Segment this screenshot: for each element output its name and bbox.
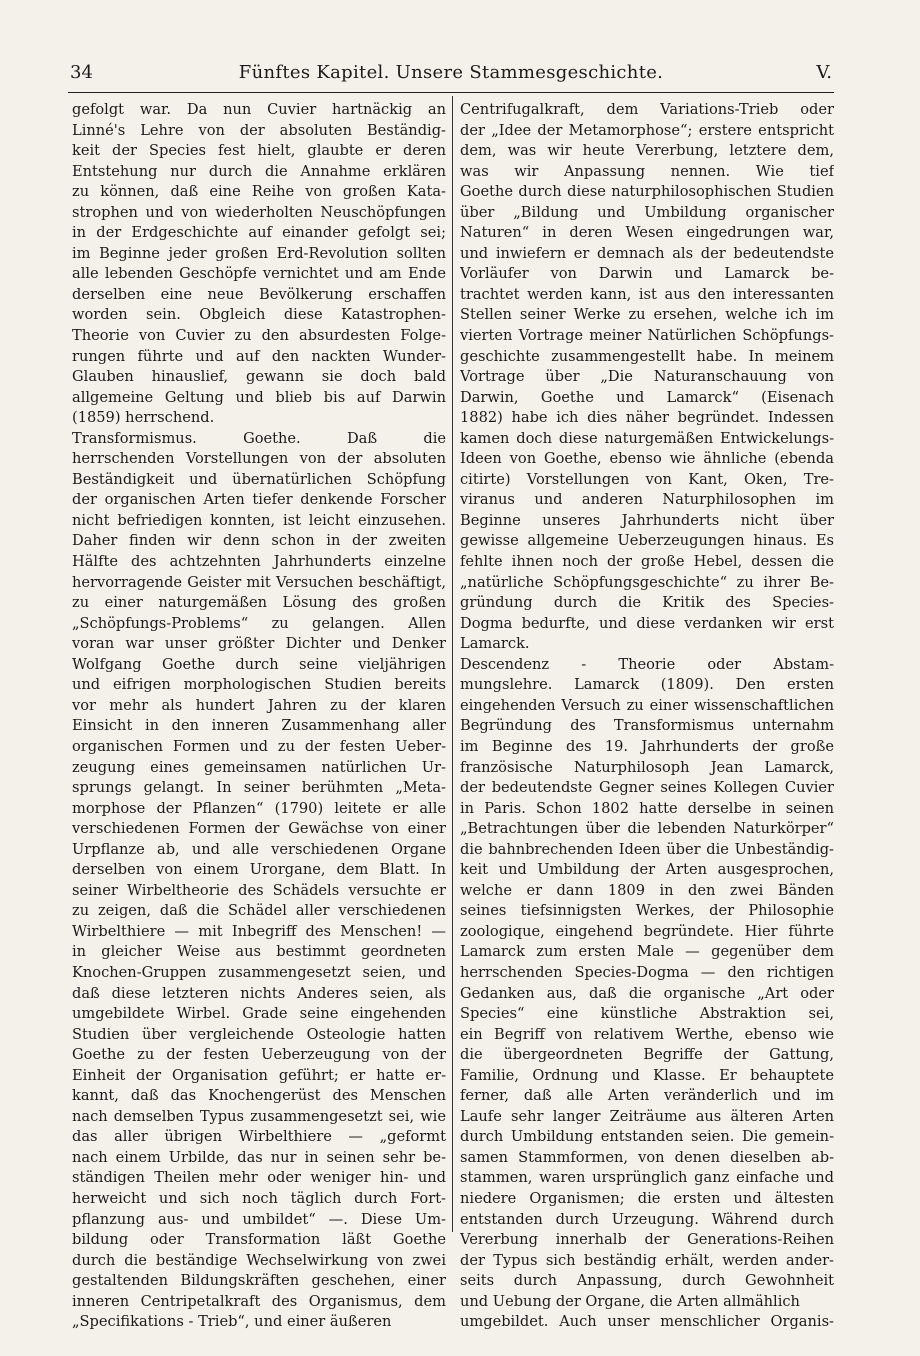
text-line: in der Erdgeschichte auf einander gefolgt sei;	[72, 224, 446, 242]
text-line: Species“ eine künstliche Abstraktion sei,	[460, 1005, 834, 1023]
header-rule	[68, 92, 834, 93]
text-line: der organischen Arten tiefer denkende Forscher	[72, 491, 446, 509]
text-line: das aller übrigen Wirbelthiere — „geformt	[72, 1128, 446, 1146]
text-line: Urpflanze ab, und alle verschiedenen Organe	[72, 840, 446, 858]
text-line: Transformismus. Goethe. Daß die	[72, 429, 446, 447]
text-line: Stellen seiner Werke zu ersehen, welche ich im	[460, 306, 834, 324]
text-line: gründung durch die Kritik des Species-	[460, 594, 834, 612]
text-line: ein Begriff von relativem Werthe, ebenso wie	[460, 1025, 834, 1043]
text-line: Dogma bedurfte, und diese verdanken wir erst	[460, 614, 834, 632]
text-line: in Paris. Schon 1802 hatte derselbe in seinen	[460, 799, 834, 817]
running-title: Fünftes Kapitel. Unsere Stammesgeschichte.	[238, 62, 664, 83]
text-line: im Beginne jeder großen Erd-Revolution sollten	[72, 244, 446, 262]
text-line: geschichte zusammengestellt habe. In meinem	[460, 347, 834, 365]
text-line: Vorläufer von Darwin und Lamarck be-	[460, 265, 834, 283]
text-line: kamen doch diese naturgemäßen Entwickelungs-	[460, 429, 834, 447]
text-line: vor mehr als hundert Jahren zu der klaren	[72, 696, 446, 714]
running-header	[70, 62, 832, 88]
column-divider	[452, 96, 453, 1232]
text-line: Centrifugalkraft, dem Variations-Trieb oder	[460, 101, 834, 118]
text-line: fehlte ihnen noch der große Hebel, dessen die	[460, 553, 834, 571]
text-line: zu einer naturgemäßen Lösung des großen	[72, 594, 446, 612]
text-line: Einsicht in den inneren Zusammenhang aller	[72, 717, 446, 735]
text-line: französische Naturphilosoph Jean Lamarck,	[460, 758, 834, 776]
text-line: niedere Organismen; die ersten und ältesten	[460, 1189, 834, 1207]
text-line: herrschenden Vorstellungen von der absoluten	[72, 450, 446, 468]
text-line: Beständigkeit und übernatürlichen Schöpfung	[72, 470, 446, 488]
text-line: umgebildete Wirbel. Grade seine eingehenden	[72, 1005, 446, 1023]
text-line: zoologique, eingehend begründete. Hier führte	[460, 922, 834, 940]
text-line: derselben eine neue Bevölkerung erschaffen	[72, 285, 446, 303]
text-line: Begründung des Transformismus unternahm	[460, 717, 834, 735]
text-line: Beginne unseres Jahrhunderts nicht über	[460, 511, 834, 529]
text-line: Vortrage über „Die Naturanschauung von	[460, 368, 834, 386]
text-line: und eifrigen morphologischen Studien bereits	[72, 676, 446, 694]
text-line: herrschenden Species-Dogma — den richtigen	[460, 963, 834, 981]
text-line: Entstehung nur durch die Annahme erklären	[72, 162, 446, 180]
text-line: viranus und anderen Naturphilosophen im	[460, 491, 834, 509]
text-line: Daher finden wir denn schon in der zweiten	[72, 532, 446, 550]
text-line: Goethe zu der festen Ueberzeugung von der	[72, 1046, 446, 1064]
text-line: verschiedenen Formen der Gewächse von einer	[72, 820, 446, 838]
text-line: hervorragende Geister mit Versuchen beschäftigt,	[72, 573, 446, 591]
text-line: nach einem Urbilde, das nur in seinen sehr be-	[72, 1148, 446, 1166]
text-line: nach demselben Typus zusammengesetzt sei, wie	[72, 1107, 446, 1125]
text-line: Studien über vergleichende Osteologie hatten	[72, 1025, 446, 1043]
text-line: allgemeine Geltung und blieb bis auf Darwin	[72, 388, 446, 406]
text-line: Vererbung innerhalb der Generations-Reihen	[460, 1231, 834, 1249]
text-line: Knochen-Gruppen zusammengesetzt seien, und	[72, 963, 446, 981]
text-line: durch die beständige Wechselwirkung von zwei	[72, 1251, 446, 1269]
text-line: Lamarck zum ersten Male — gegenüber dem	[460, 943, 834, 961]
text-line: Ideen von Goethe, ebenso wie ähnliche (ebenda	[460, 450, 834, 468]
section-number: V.	[816, 62, 832, 83]
text-line: zeugung eines gemeinsamen natürlichen Ur-	[72, 758, 446, 776]
text-line: der „Idee der Metamorphose“; erstere entspricht	[460, 121, 834, 139]
text-line: „Specifikations - Trieb“, und einer äußeren	[72, 1313, 392, 1331]
text-line: „Schöpfungs-Problems“ zu gelangen. Allen	[72, 614, 446, 632]
text-line: Wolfgang Goethe durch seine vieljährigen	[72, 655, 446, 673]
text-line: 1882) habe ich dies näher begründet. Indessen	[460, 409, 834, 427]
text-line: Gedanken aus, daß die organische „Art oder	[460, 984, 834, 1002]
text-line: gefolgt war. Da nun Cuvier hartnäckig an	[72, 101, 446, 118]
left-column	[72, 100, 446, 1333]
text-line: Familie, Ordnung und Klasse. Er behauptete	[460, 1066, 834, 1084]
text-line: Glauben hinauslief, gewann sie doch bald	[72, 368, 446, 386]
text-line: der Typus sich beständig erhält, werden ander-	[460, 1251, 834, 1269]
text-line: strophen und von wiederholten Neuschöpfungen	[72, 203, 446, 221]
text-line: sprungs gelangt. In seiner berühmten „Meta-	[72, 779, 446, 797]
text-line: ferner, daß alle Arten veränderlich und im	[460, 1087, 834, 1105]
text-line: seines tiefsinnigsten Werkes, der Philosophie	[460, 902, 834, 920]
text-line: organischen Formen und zu der festen Ueber-	[72, 737, 446, 755]
text-line: seits durch Anpassung, durch Gewohnheit	[460, 1272, 834, 1290]
text-line: und inwiefern er demnach als der bedeutendste	[460, 244, 834, 262]
text-line: Linné's Lehre von der absoluten Beständig-	[72, 121, 446, 139]
text-line: alle lebenden Geschöpfe vernichtet und am Ende	[72, 265, 446, 283]
text-line: vierten Vortrage meiner Natürlichen Schöpfungs-	[460, 327, 834, 345]
text-line: Einheit der Organisation geführt; er hatte er-	[72, 1066, 446, 1084]
text-line: dem, was wir heute Vererbung, letztere dem,	[460, 142, 834, 160]
text-line: worden sein. Obgleich diese Katastrophen-	[72, 306, 446, 324]
text-line: was wir Anpassung nennen. Wie tief	[460, 162, 834, 180]
text-line: Darwin, Goethe und Lamarck“ (Eisenach	[460, 388, 834, 406]
text-line: und Uebung der Organe, die Arten allmählich	[460, 1292, 800, 1310]
text-line: herweicht und sich noch täglich durch Fort-	[72, 1189, 446, 1207]
text-line: trachtet werden kann, ist aus den interessanten	[460, 285, 834, 303]
text-line: citirte) Vorstellungen von Kant, Oken, Tre-	[460, 470, 834, 488]
text-line: Goethe durch diese naturphilosophischen Studien	[460, 183, 834, 201]
text-line: „natürliche Schöpfungsgeschichte“ zu ihrer Be-	[460, 573, 834, 591]
text-line: Lamarck.	[460, 635, 530, 653]
text-line: Descendenz - Theorie oder Abstam-	[460, 655, 834, 673]
right-column	[460, 100, 834, 1333]
text-line: samen Stammformen, von denen dieselben ab-	[460, 1148, 834, 1166]
text-line: voran war unser größter Dichter und Denker	[72, 635, 446, 653]
text-line: gestaltenden Bildungskräften geschehen, einer	[72, 1272, 446, 1290]
text-line: „Betrachtungen über die lebenden Naturkörper“	[460, 820, 834, 838]
text-line: daß diese letzteren nichts Anderes seien, als	[72, 984, 446, 1002]
text-line: Wirbelthiere — mit Inbegriff des Menschen! —	[72, 922, 446, 940]
text-line: umgebildet. Auch unser menschlicher Organis-	[460, 1313, 834, 1331]
text-line: keit und Umbildung der Arten ausgesprochen,	[460, 861, 834, 879]
text-line: eingehenden Versuch zu einer wissenschaftlichen	[460, 696, 834, 714]
text-line: der bedeutendste Gegner seines Kollegen Cuvier	[460, 779, 834, 797]
text-line: seiner Wirbeltheorie des Schädels versuchte er	[72, 881, 446, 899]
text-line: die übergeordneten Begriffe der Gattung,	[460, 1046, 834, 1064]
text-line: kannt, daß das Knochengerüst des Menschen	[72, 1087, 446, 1105]
text-line: ständigen Theilen mehr oder weniger hin- und	[72, 1169, 446, 1187]
text-line: durch Umbildung entstanden seien. Die gemein-	[460, 1128, 834, 1146]
text-line: Hälfte des achtzehnten Jahrhunderts einzelne	[72, 553, 446, 571]
text-line: derselben von einem Urorgane, dem Blatt. In	[72, 861, 446, 879]
text-line: stammen, waren ursprünglich ganz einfache und	[460, 1169, 834, 1187]
text-line: Naturen“ in deren Wesen eingedrungen war,	[460, 224, 834, 242]
text-line: zu können, daß eine Reihe von großen Kata-	[72, 183, 446, 201]
text-line: pflanzung aus- und umbildet“ —. Diese Um-	[72, 1210, 446, 1228]
text-line: inneren Centripetalkraft des Organismus, dem	[72, 1292, 446, 1310]
text-line: bildung oder Transformation läßt Goethe	[72, 1231, 446, 1249]
text-line: zu zeigen, daß die Schädel aller verschiedenen	[72, 902, 446, 920]
text-line: rungen führte und auf den nackten Wunder-	[72, 347, 446, 365]
text-line: keit der Species fest hielt, glaubte er deren	[72, 142, 446, 160]
text-line: entstanden durch Urzeugung. Während durch	[460, 1210, 834, 1228]
text-line: nicht befriedigen konnten, ist leicht einzusehen.	[72, 511, 446, 529]
text-line: gewisse allgemeine Ueberzeugungen hinaus. Es	[460, 532, 834, 550]
text-line: (1859) herrschend.	[72, 409, 215, 427]
text-line: in gleicher Weise aus bestimmt geordneten	[72, 943, 446, 961]
text-line: mungslehre. Lamarck (1809). Den ersten	[460, 676, 834, 694]
text-line: die bahnbrechenden Ideen über die Unbeständig-	[460, 840, 834, 858]
text-line: Laufe sehr langer Zeiträume aus älteren Arten	[460, 1107, 834, 1125]
page-number: 34	[70, 62, 93, 83]
text-line: morphose der Pflanzen“ (1790) leitete er alle	[72, 799, 446, 817]
text-line: Theorie von Cuvier zu den absurdesten Folge-	[72, 327, 446, 345]
text-line: über „Bildung und Umbildung organischer	[460, 203, 834, 221]
text-line: welche er dann 1809 in den zwei Bänden	[460, 881, 834, 899]
text-line: im Beginne des 19. Jahrhunderts der große	[460, 737, 834, 755]
